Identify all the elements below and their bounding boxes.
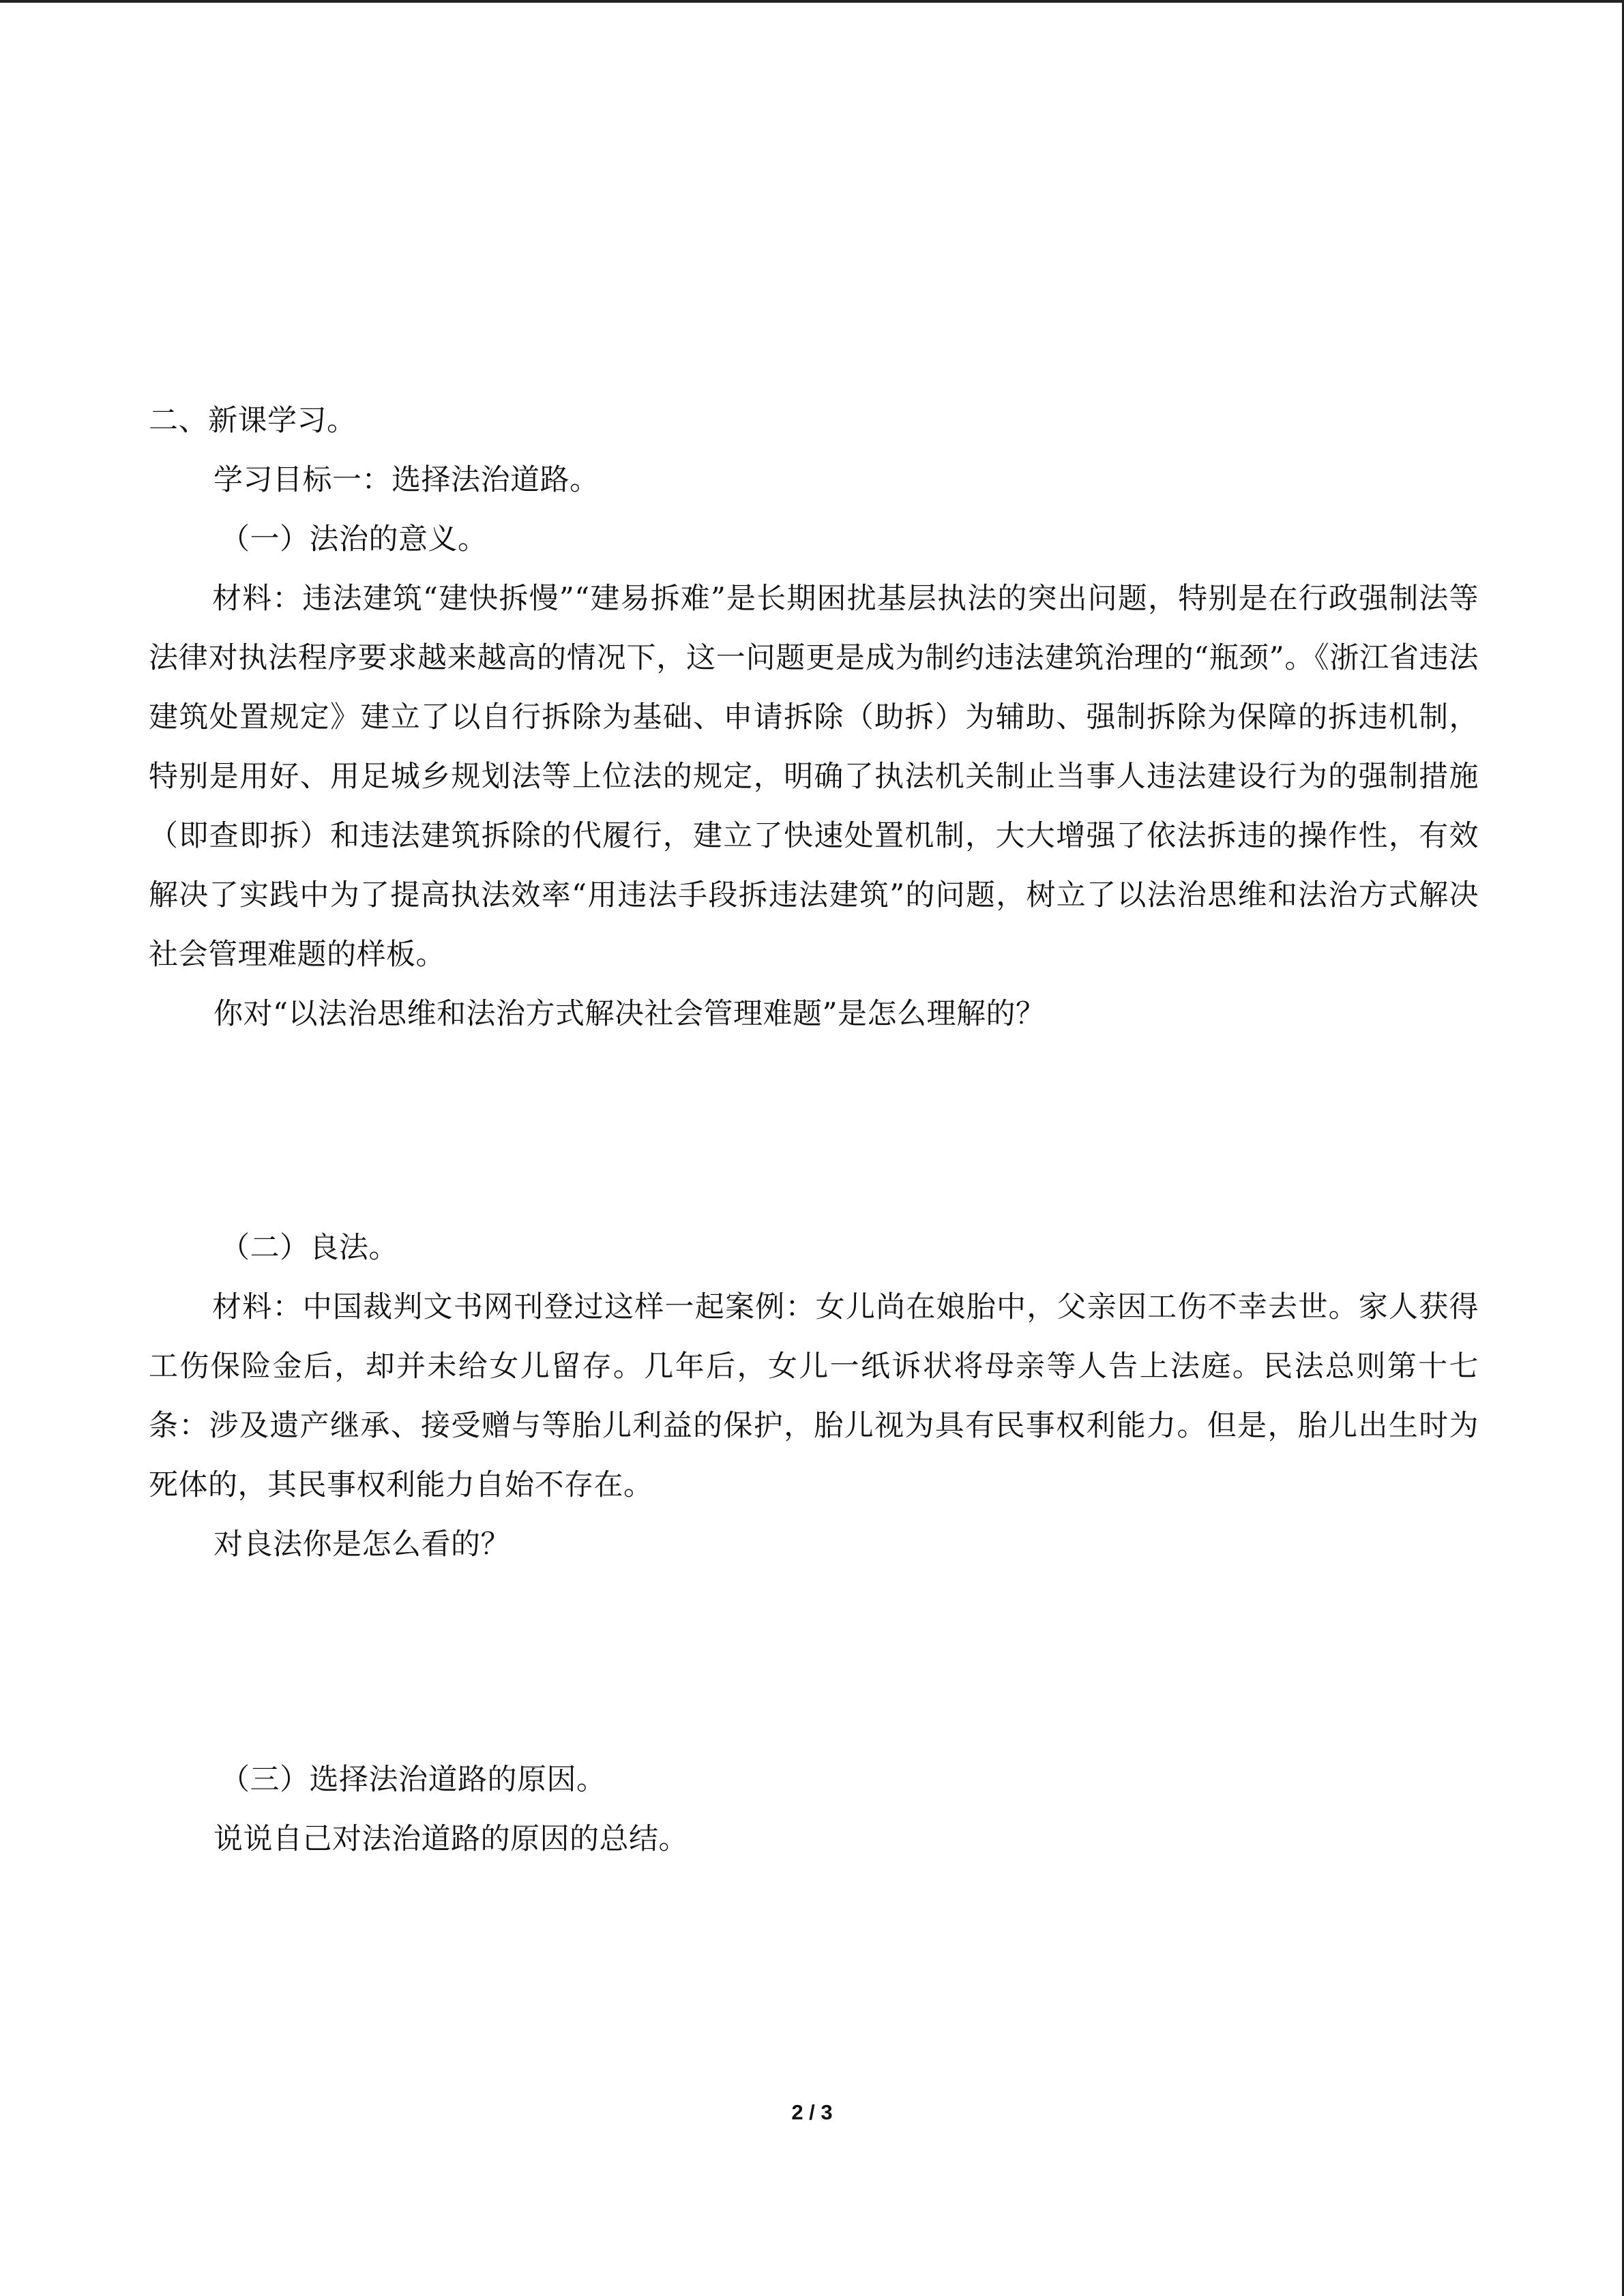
part1-title: （一）法治的意义。 (220, 522, 488, 556)
part3-title: （三）选择法治道路的原因。 (220, 1763, 606, 1797)
part3-prompt: 说说自己对法治道路的原因的总结。 (213, 1822, 688, 1856)
part1-material: 材料：违法建筑“建快拆慢”“建易拆难”是长期困扰基层执法的突出问题，特别是在行政强制法等法律对执法程序要求越来越高的情况下，这一问题更是成为制约违法建筑治理的“瓶颈”。《浙江省违法建筑处置规定》建立了以自行拆除为基础、申请拆除（助拆）为辅助、强制拆除为保障的拆违机制，特别是用好、用足城乡规划法等上位法的规定，明确了执法机关制止当事人违法建设行为的强制措施（即查即拆）和违法建筑拆除的代履行，建立了快速处置机制，大大增强了依法拆违的操作性，有效解决了实践中为了提高执法效率“用违法手段拆违法建筑”的问题，树立了以法治思维和法治方式解决社会管理难题的样板。 (149, 582, 1479, 972)
learning-goal-one: 学习目标一：选择法治道路。 (213, 463, 600, 497)
answer-space-1 (149, 1044, 1479, 1219)
top-border (0, 0, 1624, 3)
answer-space-2 (149, 1575, 1479, 1750)
page-number: 2 / 3 (791, 2100, 833, 2124)
page-content (149, 391, 1479, 1869)
part1-question: 你对“以法治思维和法治方式解决社会管理难题”是怎么理解的？ (213, 997, 1046, 1031)
part2-material: 材料：中国裁判文书网刊登过这样一起案例：女儿尚在娘胎中，父亲因工伤不幸去世。家人获得工伤保险金后，却并未给女儿留存。几年后，女儿一纸诉状将母亲等人告上法庭。民法总则第十七条：涉及遗产继承、接受赠与等胎儿利益的保护，胎儿视为具有民事权利能力。但是，胎儿出生时为死体的，其民事权利能力自始不存在。 (149, 1290, 1479, 1502)
part2-title: （二）良法。 (220, 1231, 398, 1265)
section-heading: 二、新课学习。 (149, 404, 357, 438)
part2-question: 对良法你是怎么看的？ (213, 1527, 510, 1562)
